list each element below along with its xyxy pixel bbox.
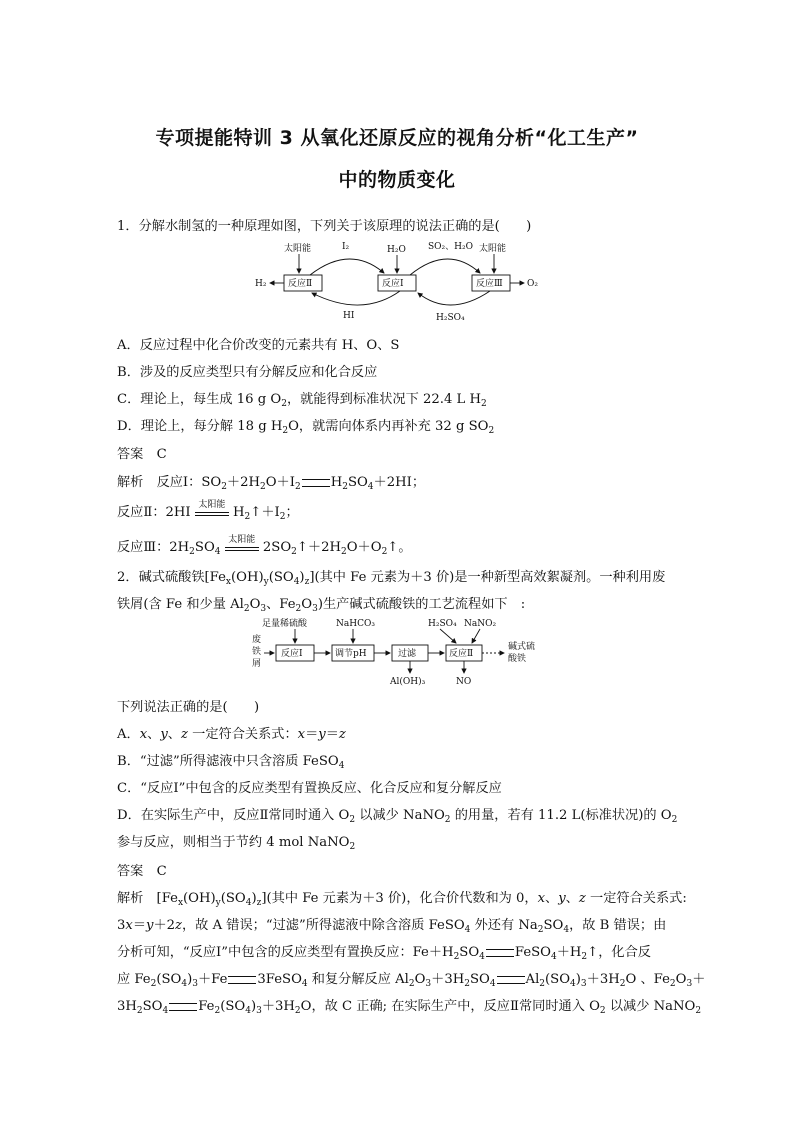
page-title-line2: 中的物质变化: [338, 169, 456, 191]
diagram-solar-left: 太阳能: [284, 244, 312, 254]
diagram-so2-h2o: SO₂、H₂O: [428, 242, 473, 252]
flow-waste-3: 屑: [252, 659, 262, 669]
flow-box-adjust-ph: 调节pH: [335, 649, 367, 659]
flow-waste-1: 废: [252, 635, 262, 645]
flow-box-reaction2: 反应Ⅱ: [449, 649, 474, 659]
diagram-h2so4: H₂SO₄: [436, 313, 465, 323]
q1-analysis-r3: 反应Ⅲ：$2H_2SO_4$ 太阳能 $2SO_2↑+2H_2O+O_2↑$。: [117, 534, 412, 557]
flow-out-aloh3: Al(OH)₃: [390, 677, 426, 687]
flow-product-2: 酸铁: [508, 654, 527, 664]
flow-box-reaction1: 反应Ⅰ: [281, 649, 303, 659]
q1-option-d: D．理论上，每分解 18 g $H_2O$，就需向体系内再补充 32 g $SO_2$: [117, 419, 495, 436]
q1-answer: 答案 C: [117, 447, 167, 462]
diagram-box-reaction1: 反应Ⅰ: [382, 279, 404, 289]
q2-analysis-line1: 解析 $[Fe_x(OH)_y(SO_4)_z]$(其中 Fe 元素为＋3 价)，化合价代数和为 0，x、y、z 一定符合关系式:: [117, 891, 687, 908]
q2-ask: 下列说法正确的是( ): [117, 700, 260, 715]
diagram-h2: H₂: [255, 279, 267, 289]
question-2-stem-line1: 2．碱式硫酸铁$[Fe_x(OH)_y(SO_4)_z]$(其中 Fe 元素为＋3 价)是一种新型高效絮凝剂。一种利用废: [117, 570, 666, 587]
q2-flow-diagram: [250, 615, 560, 687]
diagram-box-reaction3: 反应Ⅲ: [476, 279, 503, 289]
flow-add-nano2: NaNO₂: [464, 619, 497, 629]
q1-option-a: A．反应过程中化合价改变的元素共有 H、O、S: [117, 338, 400, 353]
q2-analysis-line3: 分析可知，“反应Ⅰ”中包含的反应类型有置换反应：$Fe+H_2SO_4$ $FeSO_4+H_2↑$，化合反: [117, 945, 651, 962]
q1-cycle-diagram: [250, 238, 550, 324]
diagram-box-reaction2: 反应Ⅱ: [288, 279, 313, 289]
q2-option-b: B．“过滤”所得滤液中只含溶质 FeSO$_4$: [117, 754, 345, 771]
q2-answer: 答案 C: [117, 864, 167, 879]
q1-analysis-r2: 反应Ⅱ：2HI 太阳能 $H_2↑+I_2$；: [117, 499, 299, 522]
q2-option-c: C．“反应Ⅰ”中包含的反应类型有置换反应、化合反应和复分解反应: [117, 781, 502, 796]
question-1-stem: 1．分解水制氢的一种原理如图，下列关于该原理的说法正确的是( ): [117, 219, 532, 234]
flow-add-h2so4: H₂SO₄: [428, 619, 457, 629]
flow-box-filter: 过滤: [398, 649, 417, 659]
diagram-o2: O₂: [527, 279, 538, 289]
q2-analysis-line5: $3H_2SO_4$ $Fe_2(SO_4)_3+3H_2O$，故 C 正确; 在实际生产中，反应Ⅱ常同时通入 $O_2$ 以减少 NaNO$_2$: [117, 999, 702, 1016]
q2-option-d-line1: D．在实际生产中，反应Ⅱ常同时通入 $O_2$ 以减少 NaNO$_2$ 的用量，若有 11.2 L(标准状况)的 $O_2$: [117, 808, 678, 825]
diagram-i2: I₂: [342, 242, 350, 252]
flow-add-nahco3: NaHCO₃: [336, 619, 375, 629]
q2-analysis-line2: 3x＝y＋2z，故 A 错误；“过滤”所得滤液中除含溶质 FeSO$_4$ 外还有 $Na_2SO_4$，故 B 错误；由: [117, 918, 667, 935]
diagram-h2o: H₂O: [387, 245, 406, 255]
q1-analysis-r1: 解析 反应Ⅰ：$SO_2+2H_2O+I_2$ $H_2SO_4+2HI$；: [117, 475, 426, 492]
page-title-line1: 专项提能特训 3 从氧化还原反应的视角分析“化工生产”: [155, 127, 639, 149]
q2-option-a: A．x、y、z 一定符合关系式：x＝y＝z: [117, 727, 346, 742]
q1-option-c: C．理论上，每生成 16 g $O_2$，就能得到标准状况下 22.4 L $H_2$: [117, 392, 487, 409]
question-2-stem-line2: 铁屑(含 Fe 和少量 $Al_2O_3$、$Fe_2O_3$)生产碱式硫酸铁的工艺流程如下 :: [117, 597, 526, 614]
flow-add-acid: 足量稀硫酸: [262, 619, 308, 629]
diagram-hi: HI: [343, 311, 355, 321]
q2-analysis-line4: 应 $Fe_2(SO_4)_3+Fe$ 3FeSO$_4$ 和复分解反应 $Al_2O_3+3H_2SO_4$ $Al_2(SO_4)_3+3H_2O$ 、$Fe_2O_3+$: [117, 972, 706, 989]
q2-option-d-line2: 参与反应，则相当于节约 4 mol NaNO$_2$: [117, 835, 356, 852]
q1-option-b: B．涉及的反应类型只有分解反应和化合反应: [117, 365, 378, 380]
flow-out-no: NO: [456, 677, 472, 687]
flow-waste-2: 铁: [252, 647, 262, 657]
flow-product-1: 碱式硫: [508, 642, 536, 652]
diagram-solar-right: 太阳能: [479, 244, 507, 254]
